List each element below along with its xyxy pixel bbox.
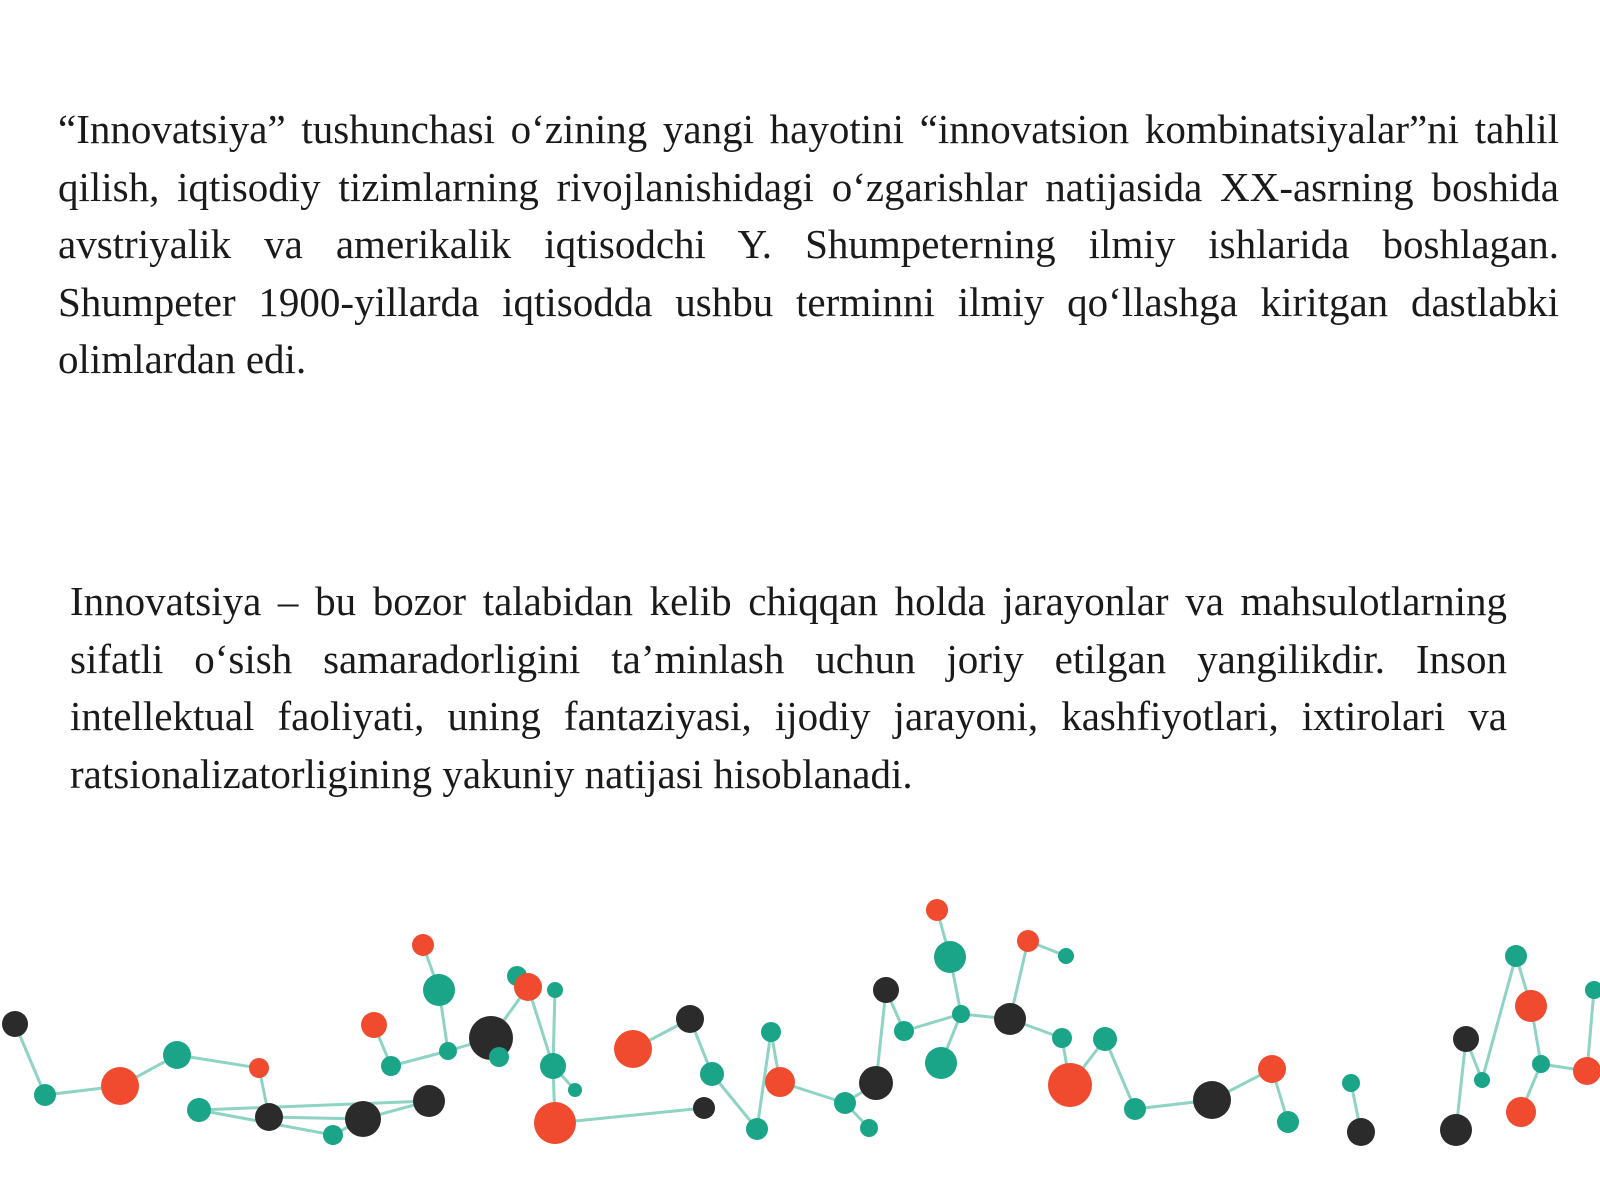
molecule-node [1017, 930, 1039, 952]
molecule-node [323, 1125, 343, 1145]
molecule-node [101, 1067, 139, 1105]
molecule-node [514, 973, 542, 1001]
molecule-node [1440, 1114, 1472, 1146]
molecule-node [926, 899, 948, 921]
molecule-node [381, 1056, 401, 1076]
molecule-node [255, 1103, 283, 1131]
molecule-node [676, 1005, 704, 1033]
molecule-node [540, 1053, 566, 1079]
molecule-node [489, 1047, 509, 1067]
molecule-node [361, 1012, 387, 1038]
molecule-node [439, 1042, 457, 1060]
molecule-node [1585, 981, 1600, 999]
molecule-node [413, 1085, 445, 1117]
molecule-node [1515, 990, 1547, 1022]
molecule-node [1453, 1026, 1479, 1052]
molecule-node [534, 1102, 576, 1144]
molecule-node [700, 1062, 724, 1086]
molecule-node [1052, 1028, 1072, 1048]
molecule-node [423, 974, 455, 1006]
molecule-node [1277, 1111, 1299, 1133]
molecule-node [860, 1119, 878, 1137]
molecule-node [1058, 948, 1074, 964]
molecule-node [761, 1022, 781, 1042]
molecule-node [952, 1005, 970, 1023]
molecule-node [1532, 1055, 1550, 1073]
molecule-node [1048, 1063, 1092, 1107]
molecule-node [34, 1084, 56, 1106]
molecule-node [345, 1101, 381, 1137]
molecule-node [746, 1118, 768, 1140]
molecule-node [873, 977, 899, 1003]
molecule-link [555, 1108, 704, 1123]
molecule-node [934, 941, 966, 973]
molecule-node [1093, 1027, 1117, 1051]
molecule-node [187, 1098, 211, 1122]
molecule-link [1482, 956, 1516, 1080]
molecule-node [547, 982, 563, 998]
molecule-node [1124, 1098, 1146, 1120]
molecule-node [249, 1058, 269, 1078]
molecule-node [1505, 945, 1527, 967]
molecule-node [1347, 1118, 1375, 1146]
molecule-node [1573, 1057, 1600, 1085]
molecule-node [412, 934, 434, 956]
molecule-node [925, 1047, 957, 1079]
molecule-node [1474, 1072, 1490, 1088]
paragraph-innovation-history: “Innovatsiya” tushunchasi o‘zining yangi hayotini “innovatsion kombinatsiyalar”ni tahlil qilish, iqtisodiy tizimlarning rivojlanishidagi o‘zgarishlar natijasida XX-asrning boshida avstriyalik va amerikalik iqtisodchi Y. Shumpeterning ilmiy ishlarida boshlagan. Shumpeter 1900-yillarda iqtisodda ushbu terminni ilmiy qo‘llashga kiritgan dastlabki olimlardan edi. [58, 106, 1559, 382]
molecule-node [693, 1097, 715, 1119]
molecule-node [2, 1011, 28, 1037]
molecule-node [859, 1066, 893, 1100]
molecule-node [765, 1067, 795, 1097]
molecule-node [614, 1030, 652, 1068]
molecule-node [1193, 1081, 1231, 1119]
molecule-node [994, 1003, 1026, 1035]
molecule-node [163, 1041, 191, 1069]
molecule-node [568, 1083, 582, 1097]
molecule-node [1342, 1074, 1360, 1092]
molecule-node [894, 1021, 914, 1041]
molecule-links [15, 910, 1594, 1135]
molecule-link [199, 1101, 429, 1110]
paragraph-innovation-definition: Innovatsiya – bu bozor talabidan kelib chiqqan holda jarayonlar va mahsulotlarning sifatli o‘sish samaradorligini ta’minlash uchun joriy etilgan yangilikdir. Inson intellektual faoliyati, uning fantaziyasi, ijodiy jarayoni, kashfiyotlari, ixtirolari va ratsionalizatorligining yakuniy natijasi hisoblanadi. [70, 578, 1507, 797]
molecular-network-decoration [0, 880, 1600, 1200]
molecule-node [1506, 1097, 1536, 1127]
molecule-node [834, 1092, 856, 1114]
molecule-node [1258, 1055, 1286, 1083]
